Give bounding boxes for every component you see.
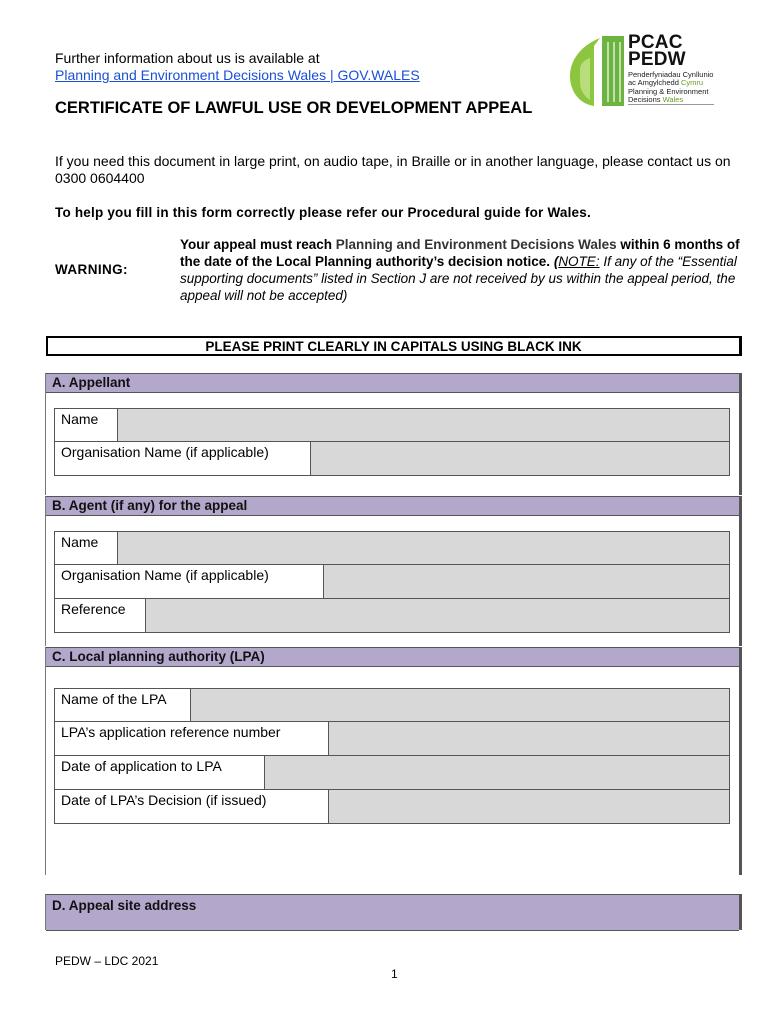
agent-reference-label: Reference bbox=[61, 601, 126, 617]
agent-reference-row bbox=[54, 599, 730, 633]
intro-text: Further information about us is available at bbox=[55, 50, 320, 66]
logo-text bbox=[628, 34, 713, 105]
logo-pcac: PCAC bbox=[628, 32, 683, 53]
lpa-reference-row bbox=[54, 722, 730, 756]
decision-date-label: Date of LPA’s Decision (if issued) bbox=[61, 792, 267, 808]
agent-organisation-row bbox=[54, 565, 730, 599]
section-a bbox=[45, 373, 742, 495]
section-d bbox=[45, 894, 742, 930]
agent-name-row bbox=[54, 531, 730, 565]
logo-pedw: PEDW bbox=[628, 49, 686, 70]
procedural-guide-note: To help you fill in this form correctly please refer our Procedural guide for Wales. bbox=[55, 205, 591, 220]
logo-small-2: ac Amgylchedd Cymru bbox=[628, 78, 704, 88]
section-a-heading: A. Appellant bbox=[46, 373, 739, 393]
pedw-website-link[interactable]: Planning and Environment Decisions Wales | GOV.WALES bbox=[55, 67, 420, 83]
section-b bbox=[45, 496, 742, 646]
print-notice: PLEASE PRINT CLEARLY IN CAPITALS USING BLACK INK bbox=[46, 336, 742, 356]
footer-code: PEDW – LDC 2021 bbox=[55, 954, 159, 968]
decision-date-field[interactable] bbox=[328, 790, 729, 823]
logo-subtitle bbox=[628, 71, 713, 105]
appellant-name-field[interactable] bbox=[117, 409, 729, 441]
lpa-reference-field[interactable] bbox=[328, 722, 729, 755]
application-date-field[interactable] bbox=[264, 756, 729, 789]
lpa-name-row bbox=[54, 688, 730, 722]
appellant-organisation-label: Organisation Name (if applicable) bbox=[61, 444, 269, 460]
section-d-heading: D. Appeal site address bbox=[46, 894, 739, 931]
intro bbox=[55, 50, 420, 84]
agent-organisation-field[interactable] bbox=[323, 565, 729, 598]
section-b-heading: B. Agent (if any) for the appeal bbox=[46, 496, 739, 516]
accessibility-note: If you need this document in large print, on audio tape, in Braille or in another language, please contact us on 0300 0604400 bbox=[55, 153, 731, 186]
application-date-label: Date of application to LPA bbox=[61, 758, 222, 774]
lpa-reference-label: LPA’s application reference number bbox=[61, 724, 281, 740]
page-number: 1 bbox=[391, 967, 398, 981]
lpa-name-label: Name of the LPA bbox=[61, 691, 167, 707]
section-c-heading: C. Local planning authority (LPA) bbox=[46, 647, 739, 667]
lpa-name-field[interactable] bbox=[190, 689, 729, 721]
agent-name-field[interactable] bbox=[117, 532, 729, 564]
application-date-row bbox=[54, 756, 730, 790]
logo-small-1: Penderfyniadau Cynllunio bbox=[628, 70, 714, 79]
warning-label: WARNING: bbox=[55, 262, 128, 277]
agent-name-label: Name bbox=[61, 534, 99, 550]
appellant-name-label: Name bbox=[61, 411, 99, 427]
decision-date-row bbox=[54, 790, 730, 824]
appellant-organisation-row bbox=[54, 442, 730, 476]
appellant-name-row bbox=[54, 408, 730, 442]
agent-reference-field[interactable] bbox=[145, 599, 729, 632]
section-c bbox=[45, 647, 742, 875]
logo-small-4: Decisions Wales bbox=[628, 95, 684, 105]
appellant-organisation-field[interactable] bbox=[310, 442, 729, 475]
agent-organisation-label: Organisation Name (if applicable) bbox=[61, 567, 269, 583]
warning-text: Your appeal must reach Planning and Environment Decisions Wales within 6 months of the date of the Local Planning authority’s decision notice. (NOTE: If any of the “Essential supporting documents” listed in Section J are not received by us within the appeal period, the appeal will not be accepted) bbox=[180, 237, 740, 303]
form-title: CERTIFICATE OF LAWFUL USE OR DEVELOPMENT APPEAL bbox=[55, 99, 533, 117]
logo-divider bbox=[628, 104, 714, 105]
logo-small-3: Planning & Environment bbox=[628, 86, 709, 96]
